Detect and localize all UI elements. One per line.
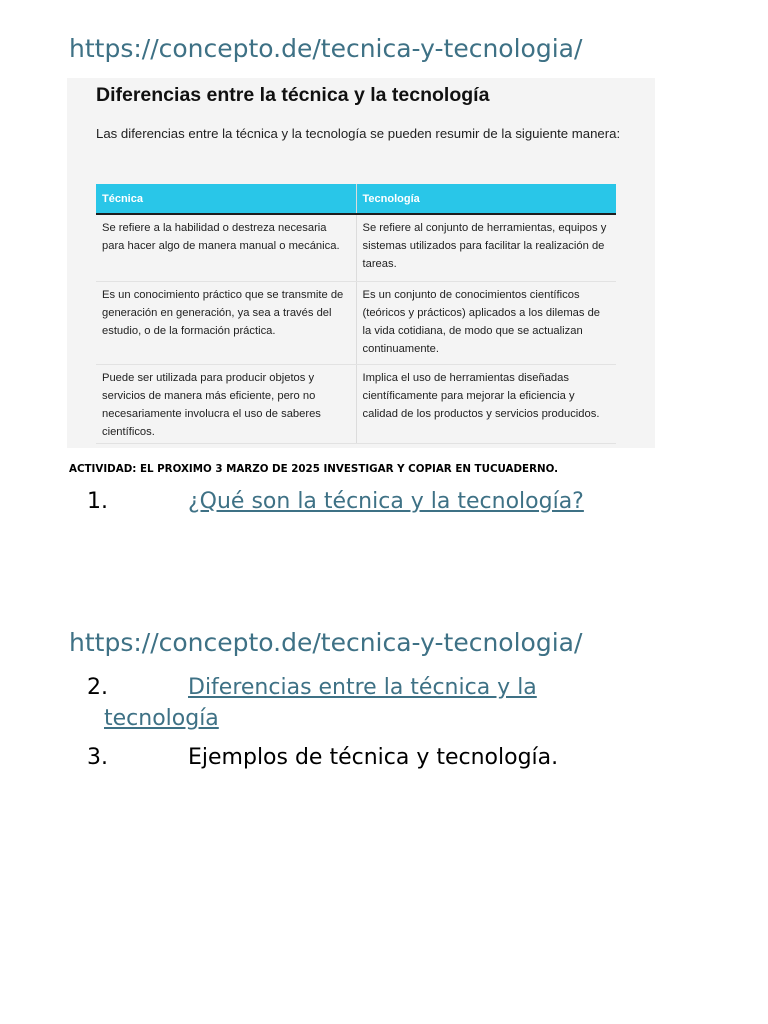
screenshot-heading: Diferencias entre la técnica y la tecnología — [96, 84, 490, 106]
list-number: 3. — [87, 745, 108, 770]
header-tecnologia: Tecnología — [356, 184, 616, 214]
source-link-top[interactable]: https://concepto.de/tecnica-y-tecnologia/ — [69, 34, 583, 63]
source-link-mid[interactable]: https://concepto.de/tecnica-y-tecnologia/ — [69, 628, 583, 657]
table-header-row — [96, 184, 616, 214]
activity-instruction: ACTIVIDAD: EL PROXIMO 3 MARZO DE 2025 INVESTIGAR Y COPIAR EN TUCUADERNO. — [69, 463, 559, 475]
list-item-text-ejemplos: Ejemplos de técnica y tecnología. — [188, 745, 559, 770]
table-cell: Es un conocimiento práctico que se transmite de generación en generación, ya sea a través del estudio, o de la formación práctica. — [96, 282, 356, 365]
list-number: 1. — [87, 489, 108, 514]
list-item-link-que-son[interactable]: ¿Qué son la técnica y la tecnología? — [188, 489, 584, 514]
table-cell: Se refiere al conjunto de herramientas, equipos y sistemas utilizados para facilitar la realización de tareas. — [356, 214, 616, 282]
embedded-screenshot — [67, 78, 655, 448]
table-cell: Se refiere a la habilidad o destreza necesaria para hacer algo de manera manual o mecánica. — [96, 214, 356, 282]
header-tecnica: Técnica — [96, 184, 356, 214]
table-row — [96, 365, 616, 444]
comparison-table — [96, 184, 616, 444]
screenshot-intro: Las diferencias entre la técnica y la tecnología se pueden resumir de la siguiente manera: — [96, 126, 621, 141]
table-cell: Es un conjunto de conocimientos científicos (teóricos y prácticos) aplicados a los dilemas de la vida cotidiana, de modo que se actualizan continuamente. — [356, 282, 616, 365]
list-number: 2. — [87, 675, 108, 700]
list-item-link-diferencias[interactable]: Diferencias entre la técnica y la — [188, 675, 537, 700]
table-row — [96, 282, 616, 365]
list-item-link-diferencias-cont[interactable]: tecnología — [104, 706, 219, 731]
table-cell: Implica el uso de herramientas diseñadas científicamente para mejorar la eficiencia y calidad de los productos y servicios producidos. — [356, 365, 616, 444]
table-cell: Puede ser utilizada para producir objetos y servicios de manera más eficiente, pero no necesariamente involucra el uso de saberes científicos. — [96, 365, 356, 444]
table-row — [96, 214, 616, 282]
